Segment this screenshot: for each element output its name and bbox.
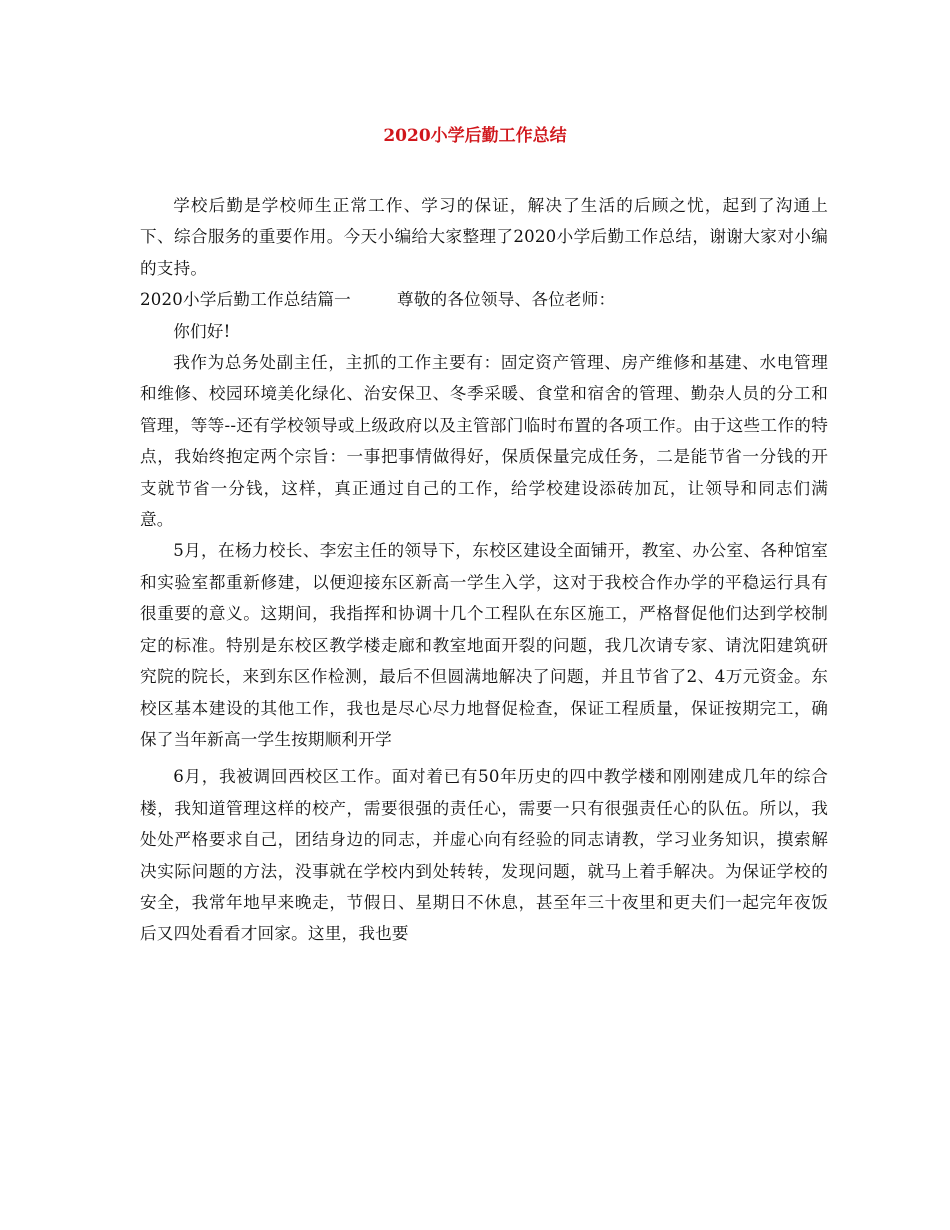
section-heading-line (140, 284, 828, 315)
body-paragraph-3: 6月，我被调回西校区工作。面对着已有50年历史的四中教学楼和刚刚建成几年的综合楼，我知道管理这样的校产，需要很强的责任心，需要一只有很强责任心的队伍。所以，我处处严格要求自己，团结身边的同志，并虚心向有经验的同志请教，学习业务知识，摸索解决实际问题的方法，没事就在学校内到处转转，发现问题，就马上着手解决。为保证学校的安全，我常年地早来晚走，节假日、星期日不休息，甚至年三十夜里和更夫们一起完年夜饭后又四处看看才回家。这里，我也要 (140, 767, 828, 944)
document-body (140, 190, 828, 950)
document-title: 2020小学后勤工作总结 (383, 126, 567, 146)
intro-paragraph: 学校后勤是学校师生正常工作、学习的保证，解决了生活的后顾之忧，起到了沟通上下、综合服务的重要作用。今天小编给大家整理了2020小学后勤工作总结，谢谢大家对小编的支持。 (140, 196, 828, 278)
body-paragraph-2: 5月，在杨力校长、李宏主任的领导下，东校区建设全面铺开，教室、办公室、各种馆室和实验室都重新修建，以便迎接东区新高一学生入学，这对于我校合作办学的平稳运行具有很重要的意义。这期间，我指挥和协调十几个工程队在东区施工，严格督促他们达到学校制定的标准。特别是东校区教学楼走廊和教室地面开裂的问题，我几次请专家、请沈阳建筑研究院的院长，来到东区作检测，最后不但圆满地解决了问题，并且节省了2、4万元资金。东校区基本建设的其他工作，我也是尽心尽力地督促检查，保证工程质量，保证按期完工，确保了当年新高一学生按期顺利开学 (140, 541, 828, 749)
body-paragraph-1: 我作为总务处副主任，主抓的工作主要有：固定资产管理、房产维修和基建、水电管理和维修、校园环境美化绿化、治安保卫、冬季采暖、食堂和宿舍的管理、勤杂人员的分工和管理，等等--还有学校领导或上级政府以及主管部门临时布置的各项工作。由于这些工作的特点，我始终抱定两个宗旨：一事把事情做得好，保质保量完成任务，二是能节省一分钱的开支就节省一分钱，这样，真正通过自己的工作，给学校建设添砖加瓦，让领导和同志们满意。 (140, 353, 828, 530)
salutation: 尊敬的各位领导、各位老师： (396, 290, 616, 310)
section-heading: 2020小学后勤工作总结篇一 (140, 290, 351, 310)
greeting: 你们好! (173, 321, 231, 341)
